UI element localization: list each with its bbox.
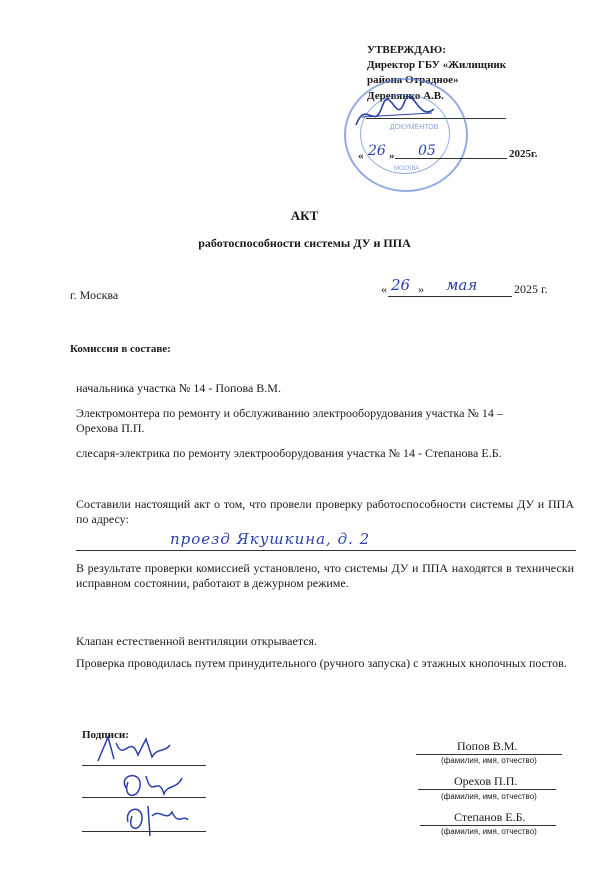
signatory-caption-2: (фамилия, имя, отчество): [441, 792, 537, 801]
address-handwritten: проезд Якушкина, д. 2: [170, 530, 371, 548]
signatory-caption-1: (фамилия, имя, отчество): [441, 756, 537, 765]
date-quote-close: »: [418, 282, 424, 296]
date-day: 26: [391, 276, 411, 294]
name-line-3: [420, 825, 556, 826]
signatory-caption-3: (фамилия, имя, отчество): [441, 827, 537, 836]
signatures-heading: Подписи:: [82, 729, 129, 741]
signature-stepanov: [122, 802, 192, 840]
date-year: 2025 г.: [514, 282, 548, 296]
stamp-text-bottom: МОСКВА: [394, 166, 420, 172]
name-line-2: [418, 789, 556, 790]
name-line-1: [416, 754, 562, 755]
signature-line-2: [82, 797, 206, 798]
approval-date-month: 05: [418, 143, 436, 159]
signature-popov: [94, 733, 174, 767]
commission-member-1: начальника участка № 14 - Попова В.М.: [76, 381, 281, 395]
commission-member-3: слесаря-электрика по ремонту электрооборудования участка № 14 - Степанова Е.Б.: [76, 446, 502, 460]
approval-quote-open: «: [358, 150, 364, 162]
approval-date-line: [395, 158, 507, 159]
signatory-name-1: Попов В.М.: [457, 739, 518, 753]
paragraph-inspection: Составили настоящий акт о том, что провели проверку работоспособности системы ДУ и ППА по адресу:: [76, 497, 574, 526]
paragraph-method: Проверка проводилась путем принудительного (ручного запуска) с этажных кнопочных постов.: [76, 656, 567, 670]
date-quote-open: «: [381, 282, 387, 296]
signature-line-1: [82, 765, 206, 766]
date-line: [388, 296, 512, 297]
approval-date-day: 26: [368, 143, 386, 159]
approval-position-line1: Директор ГБУ «Жилищник: [367, 59, 507, 71]
signatory-name-2: Орехов П.П.: [454, 774, 518, 788]
paragraph-valve: Клапан естественной вентиляции открывается.: [76, 634, 318, 648]
address-line: [76, 550, 576, 551]
approval-signature: [352, 95, 442, 135]
signatory-name-3: Степанов Е.Б.: [454, 810, 526, 824]
approval-heading: УТВЕРЖДАЮ:: [367, 44, 446, 56]
paragraph-result: В результате проверки комиссией установлено, что системы ДУ и ППА находятся в технически исправном состоянии, работают в дежурном режиме.: [76, 561, 574, 590]
approval-name: Деревянко А.В.: [367, 90, 444, 102]
signature-orekhov: [118, 770, 188, 804]
stamp-text-top: ДОКУМЕНТОВ: [390, 124, 439, 131]
commission-heading: Комиссия в составе:: [70, 343, 171, 355]
document-title: АКТ: [290, 208, 319, 223]
commission-member-2-line2: Орехова П.П.: [76, 421, 145, 435]
document-subtitle: работоспособности системы ДУ и ППА: [198, 236, 411, 250]
date-month: мая: [446, 276, 478, 294]
approval-quote-close: »: [389, 150, 395, 162]
city: г. Москва: [70, 288, 119, 302]
signature-line-3: [82, 831, 206, 832]
approval-position-line2: района Отрадное»: [367, 74, 459, 86]
approval-date-year: 2025г.: [509, 148, 538, 160]
commission-member-2-line1: Электромонтера по ремонту и обслуживанию электрооборудования участка № 14 –: [76, 406, 503, 420]
